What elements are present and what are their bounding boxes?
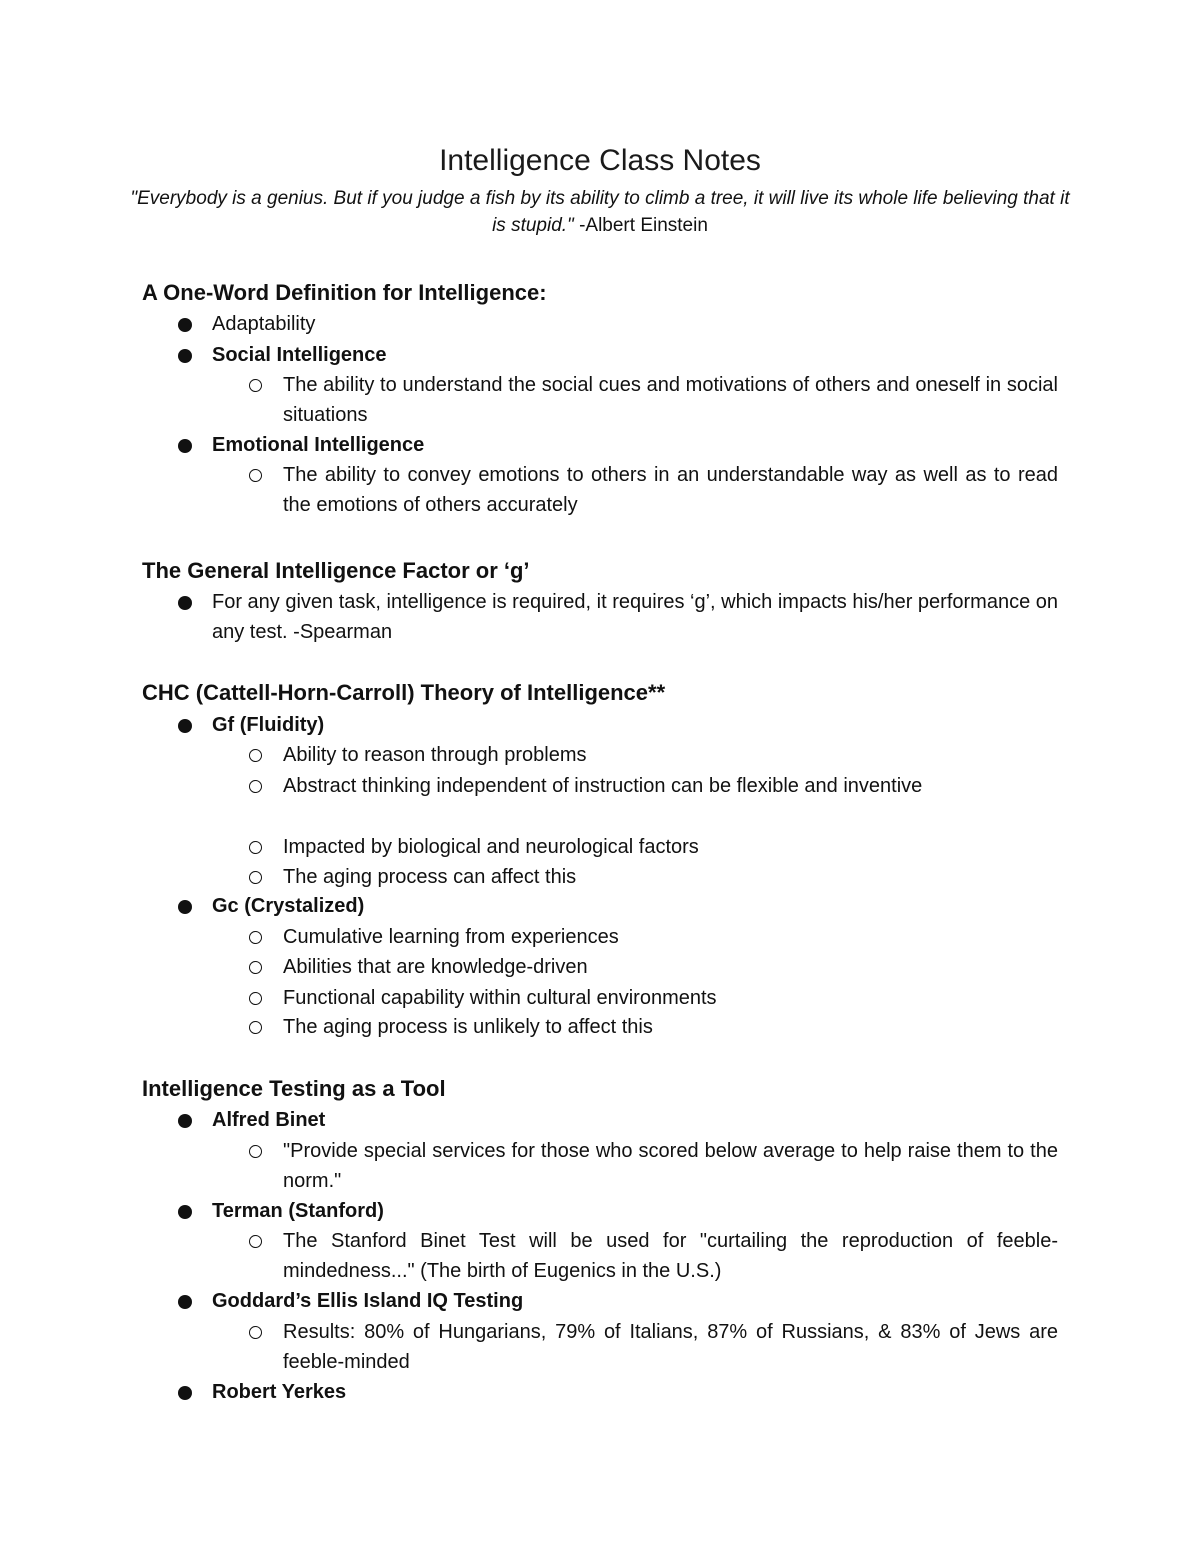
bullet-icon [178, 349, 192, 363]
bullet-icon [178, 1205, 192, 1219]
list-item: The ability to understand the social cues and motivations of others and oneself in social situations [283, 374, 1058, 426]
bullet-icon [178, 1114, 192, 1128]
page-title: Intelligence Class Notes [439, 144, 761, 177]
list-item: The aging process is unlikely to affect this [283, 1016, 653, 1038]
list-item: Adaptability [212, 313, 316, 335]
list-item: Functional capability within cultural environments [283, 987, 717, 1009]
sub-bullet-icon [249, 931, 262, 944]
list-item: Gf (Fluidity) [212, 714, 325, 736]
list-item: Terman (Stanford) [212, 1200, 384, 1222]
quote-author: -Albert Einstein [573, 215, 708, 236]
list-item: Robert Yerkes [212, 1381, 347, 1403]
list-item: Abilities that are knowledge-driven [283, 956, 588, 978]
list-item: Goddard’s Ellis Island IQ Testing [212, 1290, 524, 1312]
list-item: The ability to convey emotions to others in an understandable way as well as to read the emotions of others accurately [283, 464, 1058, 516]
quote-text: "Everybody is a genius. But if you judge a fish by its ability to climb a tree, it will live its whole life believing that it is stupid." [130, 188, 1070, 236]
list-item: For any given task, intelligence is required, it requires ‘g’, which impacts his/her performance on any test. -Spearman [212, 591, 1058, 643]
list-item: Ability to reason through problems [283, 744, 587, 766]
sub-bullet-icon [249, 1326, 262, 1339]
sub-bullet-icon [249, 1145, 262, 1158]
list-item: Results: 80% of Hungarians, 79% of Italians, 87% of Russians, & 83% of Jews are feeble-minded [283, 1321, 1058, 1373]
bullet-icon [178, 439, 192, 453]
bullet-icon [178, 719, 192, 733]
list-item: Gc (Crystalized) [212, 895, 365, 917]
list-item: Impacted by biological and neurological factors [283, 836, 699, 858]
sub-bullet-icon [249, 780, 262, 793]
list-item: The Stanford Binet Test will be used for "curtailing the reproduction of feeble-mindedness..." (The birth of Eugenics in the U.S.) [283, 1230, 1058, 1282]
sub-bullet-icon [249, 841, 262, 854]
sub-bullet-icon [249, 871, 262, 884]
sub-bullet-icon [249, 1235, 262, 1248]
bullet-icon [178, 596, 192, 610]
section-heading-chc: CHC (Cattell-Horn-Carroll) Theory of Intelligence** [142, 680, 666, 705]
list-item: Cumulative learning from experiences [283, 926, 619, 948]
bullet-icon [178, 1295, 192, 1309]
list-item: Emotional Intelligence [212, 434, 425, 456]
sub-bullet-icon [249, 379, 262, 392]
list-item: Alfred Binet [212, 1109, 326, 1131]
section-heading-g-factor: The General Intelligence Factor or ‘g’ [142, 558, 530, 583]
epigraph-quote [130, 185, 1070, 239]
list-item: Abstract thinking independent of instruction can be flexible and inventive [283, 775, 923, 797]
sub-bullet-icon [249, 961, 262, 974]
sub-bullet-icon [249, 1021, 262, 1034]
section-heading-testing: Intelligence Testing as a Tool [142, 1076, 446, 1101]
list-item: Social Intelligence [212, 344, 387, 366]
bullet-icon [178, 1386, 192, 1400]
bullet-icon [178, 900, 192, 914]
list-item: The aging process can affect this [283, 866, 577, 888]
sub-bullet-icon [249, 992, 262, 1005]
list-item: "Provide special services for those who scored below average to help raise them to the norm." [283, 1140, 1058, 1192]
section-heading-definition: A One-Word Definition for Intelligence: [142, 280, 547, 305]
sub-bullet-icon [249, 469, 262, 482]
bullet-icon [178, 318, 192, 332]
sub-bullet-icon [249, 749, 262, 762]
